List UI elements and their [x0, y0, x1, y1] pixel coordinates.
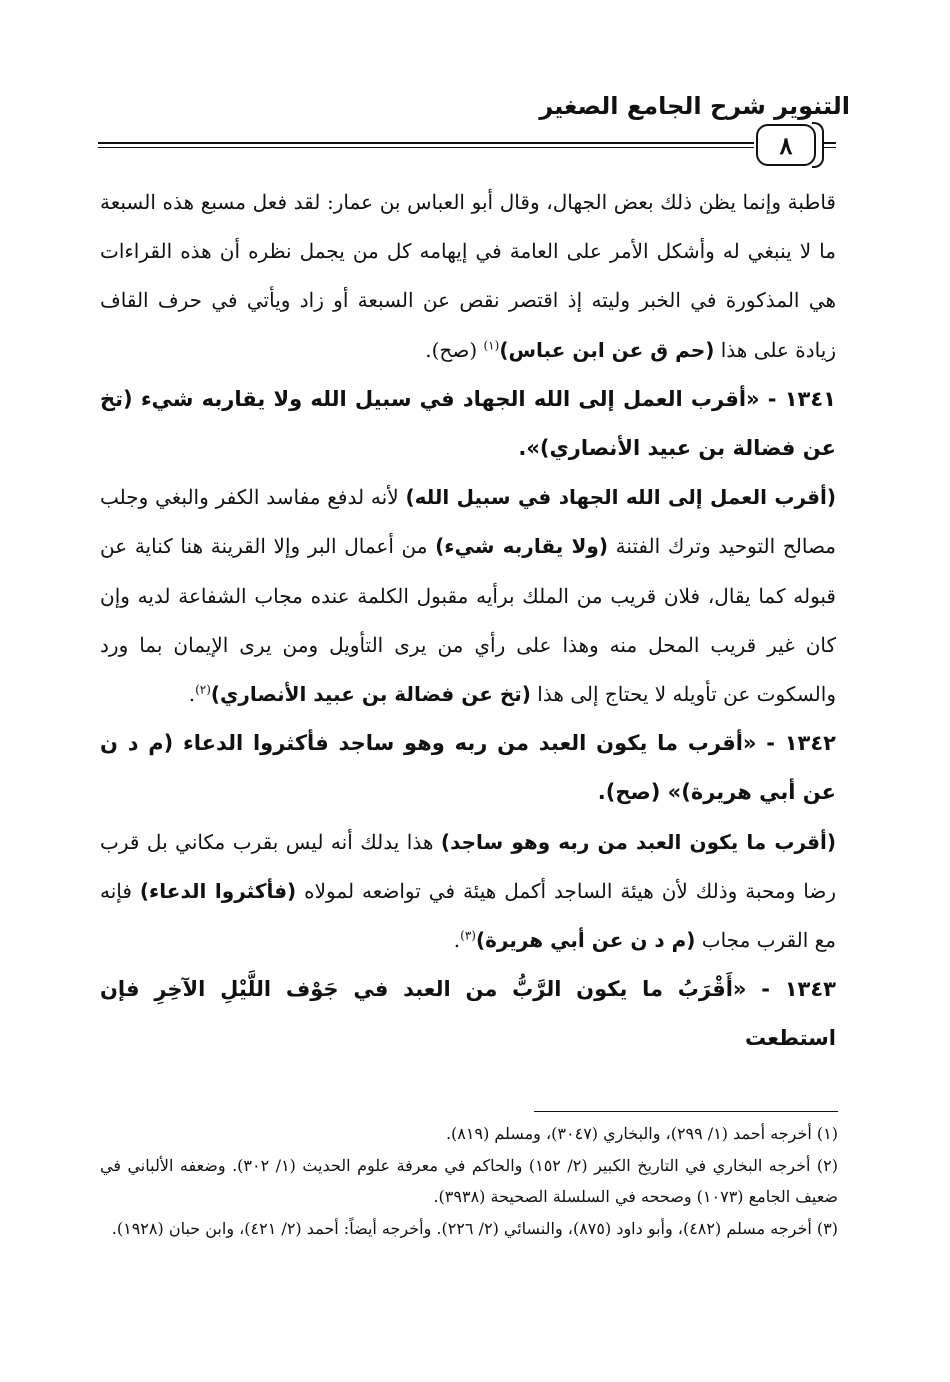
header-rule-right-thin: [824, 147, 836, 148]
footnote-3: (٣) أخرجه مسلم (٤٨٢)، وأبو داود (٨٧٥)، والنسائي (٢/ ٢٢٦). وأخرجه أيضاً: أحمد (٢/ ٤٢١)، وابن حبان (١٩٢٨).: [111, 1218, 838, 1238]
footnote-2: (٢) أخرجه البخاري في التاريخ الكبير (٢/ ١٥٢) والحاكم في معرفة علوم الحديث (١/ ٣٠٢). وضعفه الألباني في ضعيف الجامع (١٠٧٣) وصححه في السلسلة الصحيحة (٣٩٣٨).: [100, 1155, 838, 1207]
footnotes: [100, 1118, 838, 1244]
main-text: [100, 178, 836, 1064]
header-rule-thin: [98, 147, 754, 148]
footnote-1: (١) أخرجه أحمد (١/ ٢٩٩)، والبخاري (٣٠٤٧)، ومسلم (٨١٩).: [445, 1124, 838, 1143]
footnote-ref: (١): [483, 337, 500, 352]
paragraph: (أقرب العمل إلى الله الجهاد في سبيل الله) لأنه لدفع مفاسد الكفر والبغي وجلب مصالح التوحيد وترك الفتنة (ولا يقاربه شيء) من أعمال البر وإلا القرينة هنا كناية عن قبوله كما يقال، فلان قريب من الملك برأيه مقبول الكلمة عنده مجاب الشفاعة لديه وإن كان غير قريب المحل منه وهذا على رأي من يرى التأويل ومن يرى الإيمان بما ورد والسكوت عن تأويله لا يحتاج إلى هذا (تخ عن فضالة بن عبيد الأنصاري)$^{(٢)}$.: [100, 485, 837, 707]
source-reference: (تخ عن فضالة بن عبيد الأنصاري): [210, 682, 531, 707]
page-number: ٨: [756, 124, 816, 166]
footnote-separator: [534, 1111, 838, 1112]
paragraph: قاطبة وإنما يظن ذلك بعض الجهال، وقال أبو العباس بن عمار: لقد فعل مسبع هذه السبعة ما لا ينبغي له وأشكل الأمر على العامة في إيهامه كل من يجمل نظره أن هذه القراءات هي المذكورة في الخبر وليته إذ اقتصر نقص عن السبعة أو زاد ويأتي في حرف القاف زيادة على هذا (حم ق عن ابن عباس)$^{(١)}$ (صح).: [100, 190, 836, 362]
page-number-ornament: [812, 122, 824, 168]
running-header-title: التنوير شرح الجامع الصغير: [539, 92, 850, 120]
source-reference: (حم ق عن ابن عباس): [499, 337, 715, 362]
header-rule-right: [824, 142, 836, 144]
header-rule: [98, 142, 754, 144]
footnote-ref: (٣): [460, 928, 476, 943]
footnote-ref: (٢): [195, 682, 211, 697]
source-reference: (م د ن عن أبي هريرة): [475, 928, 696, 953]
hadith-1342: ١٣٤٢ - «أقرب ما يكون العبد من ربه وهو ساجد فأكثروا الدعاء (م د ن عن أبي هريرة)» (صح).: [100, 731, 836, 805]
paragraph: (أقرب ما يكون العبد من ربه وهو ساجد) هذا يدلك أنه ليس بقرب مكاني بل قرب رضا ومحبة وذلك لأن هيئة الساجد أكمل هيئة في تواضعه لمولاه (فأكثروا الدعاء) فإنه مع القرب مجاب (م د ن عن أبي هريرة)$^{(٣)}$.: [100, 829, 837, 953]
hadith-1341: ١٣٤١ - «أقرب العمل إلى الله الجهاد في سبيل الله ولا يقاربه شيء (تخ عن فضالة بن عبيد الأنصاري)».: [100, 386, 836, 461]
hadith-1343: ١٣٤٣ - «أَقْرَبُ ما يكون الرَّبُّ من العبد في جَوْف اللَّيْلِ الآخِرِ فإن استطعت: [100, 977, 836, 1051]
